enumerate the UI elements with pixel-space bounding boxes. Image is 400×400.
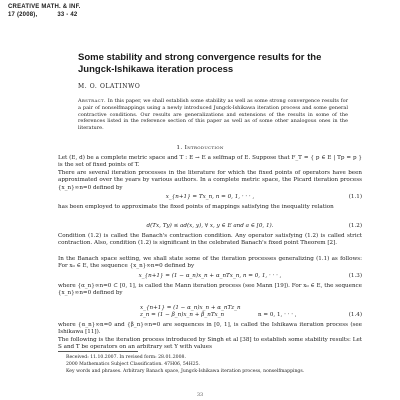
footnote-keywords: Key words and phrases. Arbitrary Banach space, Jungck-Ishikawa iteration process, nonselfmappings.: [66, 369, 305, 374]
equation-1-2-number: (1.2): [348, 223, 362, 229]
paragraph-1: Let (E, d) be a complete metric space and T : E → E a selfmap of E. Suppose that F_T = { p ∈ E | Tp = p } is the set of fixed points of T.: [58, 155, 362, 169]
footnote-rule: [58, 351, 138, 352]
paragraph-2: There are several iteration processes in the literature for which the fixed points of operators have been approximated over the years by various authors. In a complete metric space, the Picard iteration process {x_n}∞n=0 defined by: [58, 170, 362, 191]
paragraph-7: where {α_n}∞n=0 and {β_n}∞n=0 are sequences in [0, 1], is called the Ishikawa iteration process (see Ishikawa [11]).: [58, 322, 362, 336]
abstract-text: In this paper, we shall establish some stability as well as some strong convergence results for a pair of nonselfmappings using a newly introduced Jungck-Ishikawa iteration process and some general contractive conditions. Our results are generalizations and extensions of the results in some of the references listed in the reference section of this paper as well as of some other analogous ones in the literature.: [78, 98, 348, 132]
equation-1-1-number: (1.1): [348, 194, 362, 200]
paragraph-5: In the Banach space setting, we shall state some of the iteration processes generalizing (1.1) as follows: For x₀ ∈ E, the sequence {x_n}∞n=0 defined by: [58, 256, 362, 270]
author-name: M. O. OLATINWO: [78, 83, 141, 90]
journal-header: [8, 3, 81, 19]
footnote-msc: 2000 Mathematics Subject Classification. 47H06, 54H25.: [66, 362, 201, 367]
footnote-received: Received: 11.10.2007. In revised form: 28.01.2008.: [66, 355, 186, 360]
journal-pages: 33 - 42: [57, 12, 78, 18]
page-number: 33: [196, 392, 204, 398]
equation-1-1: [58, 193, 362, 201]
equation-1-1-body: x_{n+1} = Tx_n, n = 0, 1, · · · ,: [165, 194, 255, 200]
equation-1-4-number: (1.4): [348, 312, 362, 318]
equation-1-2: [58, 222, 362, 230]
paragraph-3: has been employed to approximate the fixed points of mappings satisfying the inequality relation: [58, 204, 334, 210]
paragraph-8: The following is the iteration process introduced by Singh et al [38] to establish some stability results: Let S and T be operators on an arbitrary set Y with values: [58, 337, 362, 351]
section-heading: 1. Introduction: [176, 145, 224, 151]
equation-1-2-body: d(Tx, Ty) ≤ ad(x, y), ∀ x, y ∈ E and a ∈ [0, 1).: [146, 223, 274, 229]
journal-name: CREATIVE MATH. & INF.: [8, 4, 81, 10]
abstract: [78, 98, 348, 132]
paragraph-4: Condition (1.2) is called the Banach's contraction condition. Any operator satisfying (1.2) is called strict contraction. Also, condition (1.2) is significant in the celebrated Banach's fixed point Theorem [2].: [58, 233, 362, 247]
equation-1-4a-body: x_{n+1} = (1 − α_n)x_n + α_nTz_n: [140, 305, 241, 311]
equation-1-4-continuation: n = 0, 1, · · · ,: [258, 312, 297, 318]
paper-title: Some stability and strong convergence results for the Jungck-Ishikawa iteration process: [78, 52, 322, 75]
equation-1-4b: [58, 311, 362, 319]
equation-1-3-number: (1.3): [348, 273, 362, 279]
paragraph-6: where {α_n}∞n=0 ⊂ [0, 1], is called the Mann iteration process (see Mann [19]). For x₀ ∈ E, the sequence {x_n}∞n=0 defined by: [58, 283, 362, 297]
equation-1-3: [58, 272, 362, 280]
equation-1-4b-body: z_n = (1 − β_n)x_n + β_nTx_n: [140, 312, 225, 318]
equation-1-3-body: x_{n+1} = (1 − α_n)x_n + α_nTx_n, n = 0, 1, · · · ,: [138, 273, 282, 279]
abstract-label: Abstract.: [78, 98, 106, 104]
journal-volume: 17 (2008),: [8, 12, 38, 18]
